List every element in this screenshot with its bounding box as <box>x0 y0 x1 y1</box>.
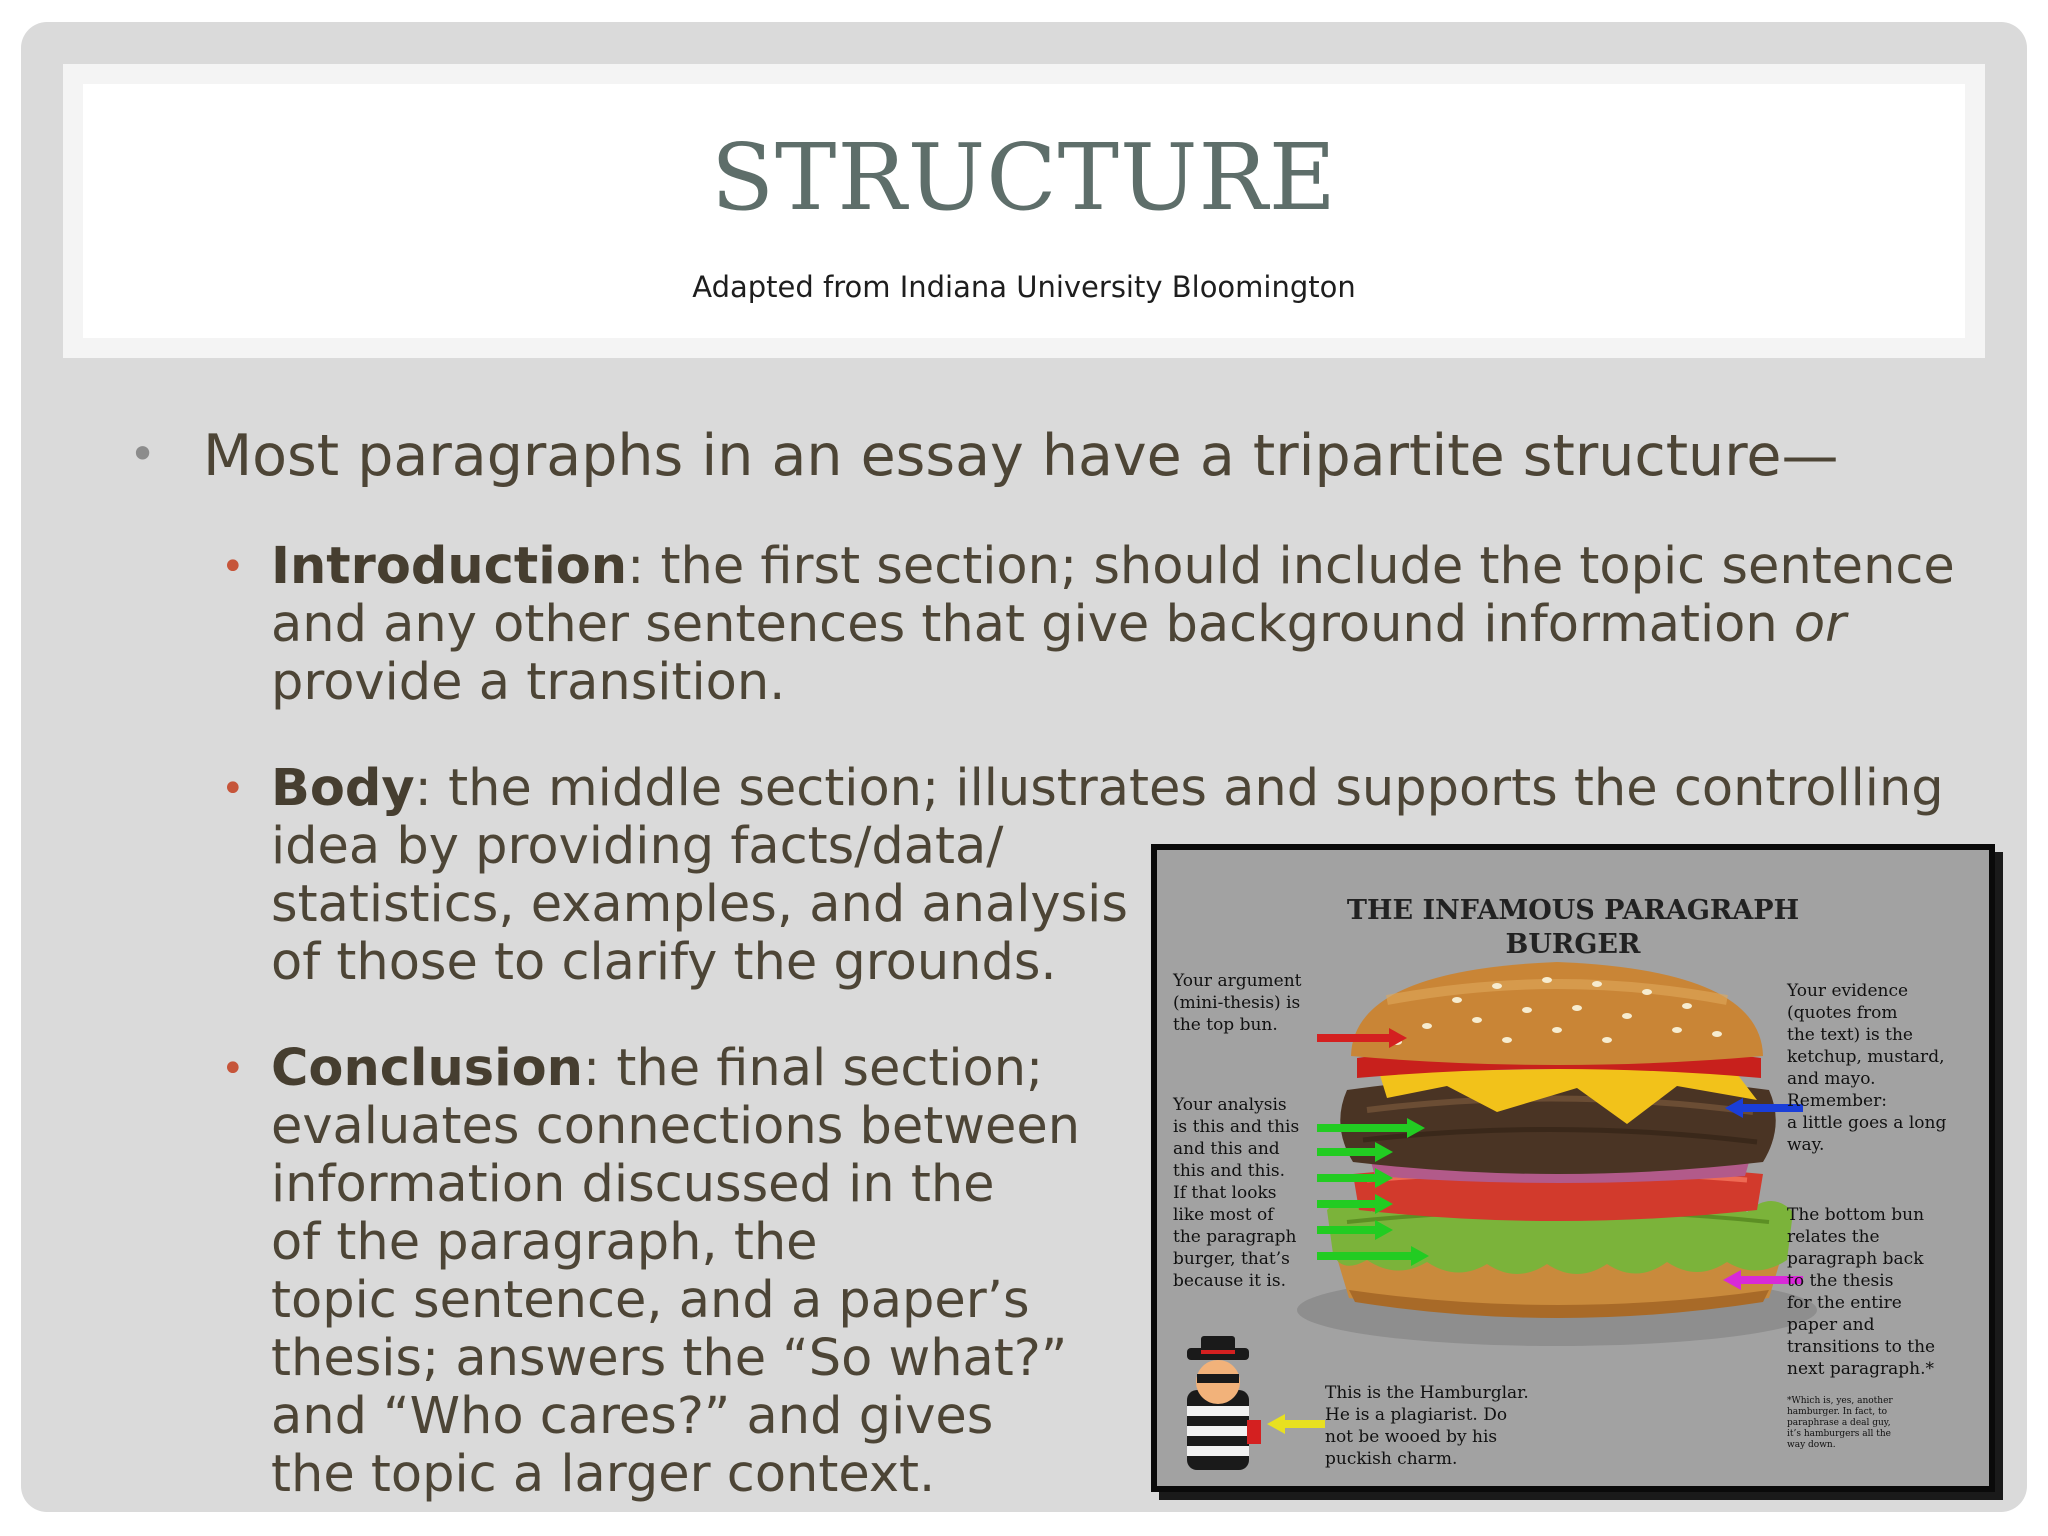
conclusion-line: evaluates connections between <box>271 1097 1081 1156</box>
note-line: The bottom bun <box>1787 1205 1925 1225</box>
footnote-line: *Which is, yes, another <box>1787 1396 1893 1406</box>
intro-line: provide a transition. <box>271 653 786 712</box>
note-line: for the entire <box>1787 1293 1902 1313</box>
conclusion-term: Conclusion <box>271 1039 583 1098</box>
note-line: paper and <box>1787 1315 1875 1335</box>
note-line: is this and this <box>1173 1117 1300 1137</box>
note-line: to the thesis <box>1787 1271 1894 1291</box>
note-line: this and this. <box>1173 1161 1286 1181</box>
slide-subtitle: Adapted from Indiana University Bloomington <box>692 270 1356 304</box>
intro-line: and any other sentences that give background information <box>271 595 1794 654</box>
conclusion-line: topic sentence, and a paper’s <box>271 1271 1030 1330</box>
conclusion-line: the topic a larger context. <box>271 1445 936 1504</box>
footnote-line: way down. <box>1787 1440 1836 1450</box>
body-line: of those to clarify the grounds. <box>271 933 1057 992</box>
note-line: Your argument <box>1173 971 1302 991</box>
main-bullet-text: Most paragraphs in an essay have a tripartite structure— <box>203 423 1839 489</box>
note-line: next paragraph.* <box>1787 1359 1934 1379</box>
hamburglar-icon <box>1187 1336 1261 1470</box>
note-line: Your analysis <box>1173 1095 1287 1115</box>
intro-bullet <box>221 537 1955 712</box>
bullet-dot-icon: • <box>221 1046 245 1092</box>
note-line: He is a plagiarist. Do <box>1325 1405 1508 1425</box>
body-line: idea by providing facts/data/ <box>271 817 1004 876</box>
analysis-note <box>1173 1094 1299 1292</box>
note-line: If that looks <box>1173 1183 1277 1203</box>
intro-emphasis: or <box>1793 595 1847 654</box>
note-line: (quotes from <box>1787 1003 1898 1023</box>
conclusion-line: and “Who cares?” and gives <box>271 1387 994 1446</box>
note-line: Your evidence <box>1787 981 1909 1001</box>
note-line: (mini-thesis) is <box>1173 993 1301 1013</box>
bullet-dot-icon: • <box>221 544 245 590</box>
note-line: and this and <box>1173 1139 1280 1159</box>
note-line: ketchup, mustard, <box>1787 1047 1945 1067</box>
slide <box>21 22 2027 1512</box>
figure-title-line: THE INFAMOUS PARAGRAPH <box>1346 895 1800 926</box>
note-line: Remember: <box>1787 1091 1887 1111</box>
note-line: way. <box>1787 1135 1825 1155</box>
hamburglar-arrow <box>1267 1414 1325 1434</box>
conclusion-line: of the paragraph, the <box>271 1213 818 1272</box>
hamburglar-note <box>1325 1382 1529 1470</box>
footnote-line: it’s hamburgers all the <box>1787 1429 1891 1439</box>
intro-term: Introduction <box>271 537 628 596</box>
body-line: statistics, examples, and analysis <box>271 875 1128 934</box>
note-line: and mayo. <box>1787 1069 1876 1089</box>
argument-note <box>1173 970 1302 1036</box>
note-line: because it is. <box>1173 1271 1286 1291</box>
body-term: Body <box>271 759 415 818</box>
footnote-line: paraphrase a deal guy, <box>1787 1418 1891 1428</box>
bullet-dot-icon: • <box>221 766 245 812</box>
note-line: not be wooed by his <box>1325 1427 1498 1447</box>
note-line: like most of <box>1173 1205 1274 1225</box>
slide-title: STRUCTURE <box>711 124 1337 231</box>
note-line: transitions to the <box>1787 1337 1936 1357</box>
evidence-note <box>1787 980 1946 1156</box>
bullet-dot-icon: • <box>129 427 157 481</box>
note-line: the paragraph <box>1173 1227 1297 1247</box>
figure-title-line: BURGER <box>1505 929 1641 960</box>
conclusion-line: information discussed in the <box>271 1155 995 1214</box>
note-line: the top bun. <box>1173 1015 1278 1035</box>
body-line: : the middle section; illustrates and supports the controlling <box>414 759 1944 818</box>
conclusion-bullet <box>221 1039 1171 1504</box>
footnote <box>1787 1396 1893 1451</box>
footnote-line: hamburger. In fact, to <box>1787 1407 1888 1417</box>
note-line: paragraph back <box>1787 1249 1924 1269</box>
note-line: burger, that’s <box>1173 1249 1290 1269</box>
conclusion-line: thesis; answers the “So what?” <box>271 1329 1068 1388</box>
top-bun-icon <box>1351 962 1763 1065</box>
note-line: a little goes a long <box>1787 1113 1947 1133</box>
conclusion-line: : the final section; <box>582 1039 1044 1098</box>
title-box <box>83 84 1965 338</box>
intro-line: : the first section; should include the topic sentence <box>627 537 1955 596</box>
note-line: This is the Hamburglar. <box>1325 1383 1529 1403</box>
bottom-bun-note <box>1787 1204 1935 1380</box>
note-line: the text) is the <box>1787 1025 1913 1045</box>
note-line: relates the <box>1787 1227 1880 1247</box>
paragraph-burger-figure <box>1151 844 1995 1492</box>
note-line: puckish charm. <box>1325 1449 1458 1469</box>
